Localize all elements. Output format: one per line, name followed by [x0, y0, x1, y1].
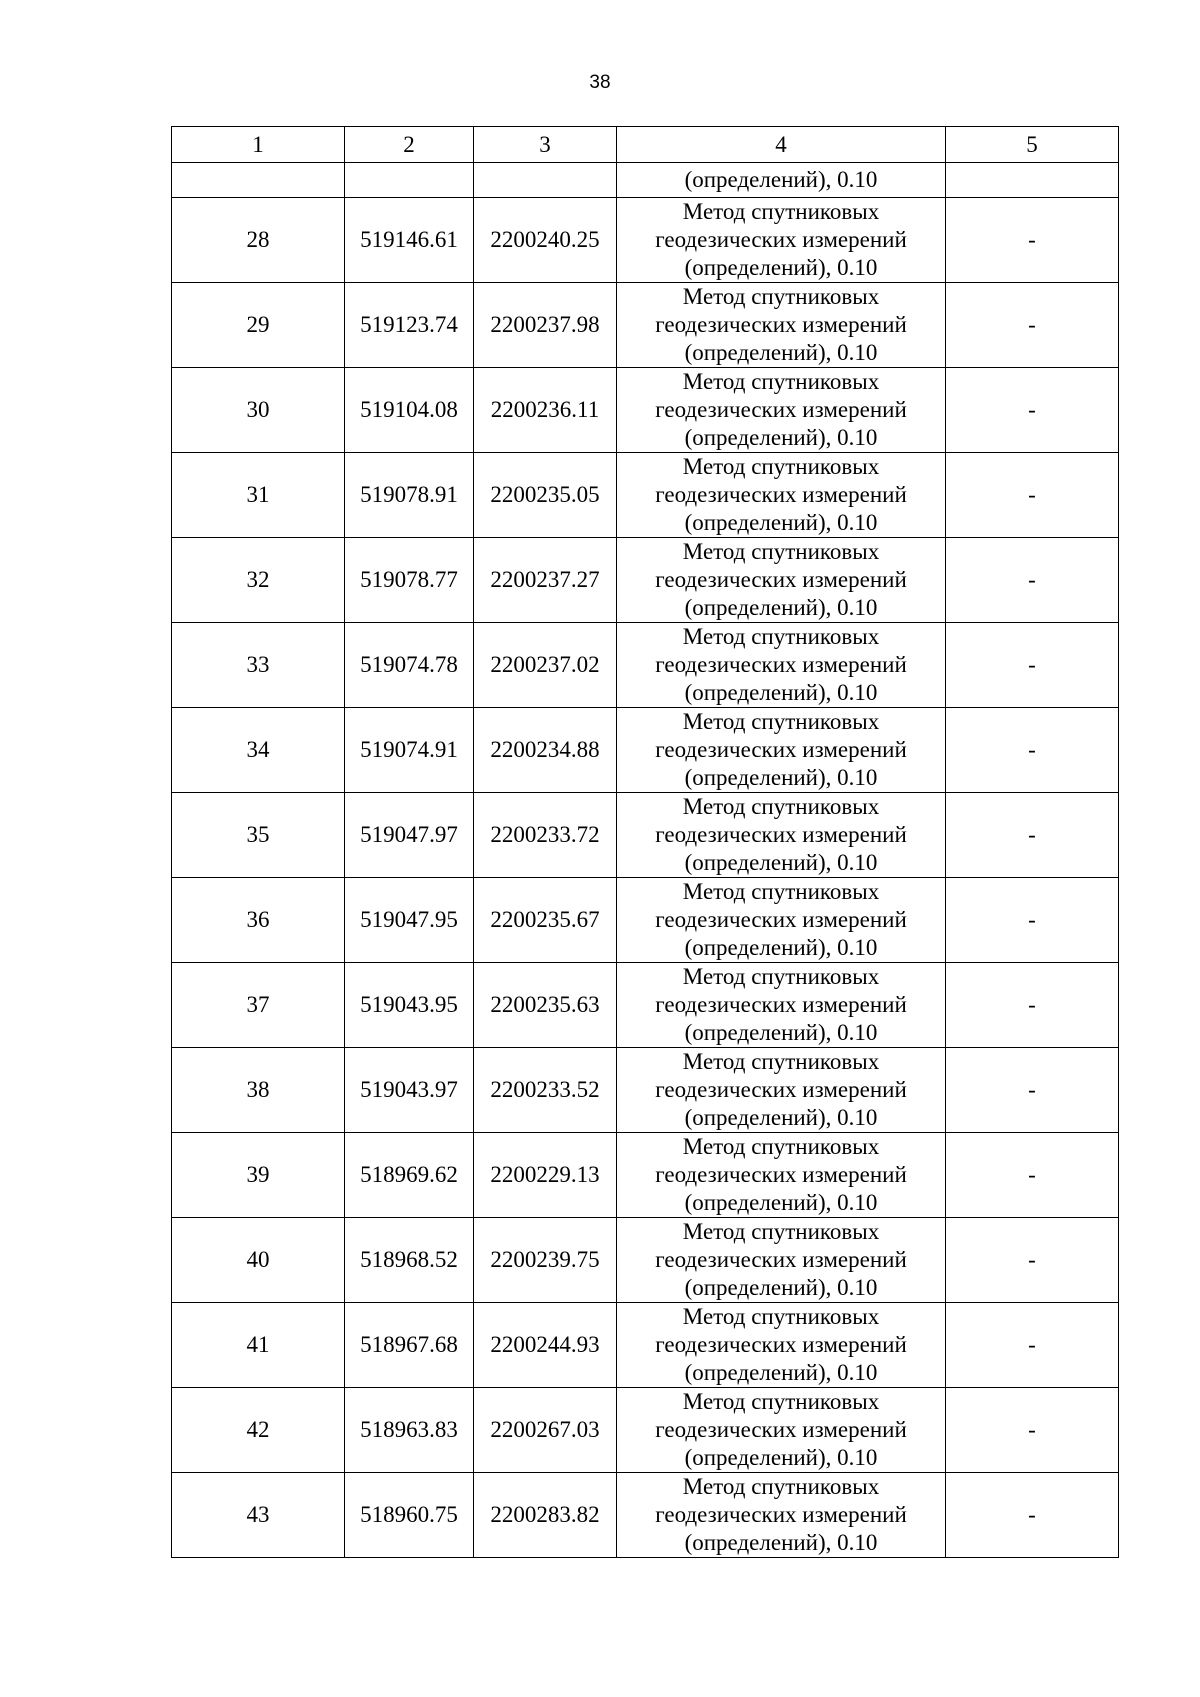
method-line: геодезических измерений	[655, 1162, 907, 1187]
method-line: геодезических измерений	[655, 1332, 907, 1357]
cell-point-number: 33	[172, 623, 345, 708]
coordinates-table	[171, 126, 1119, 1558]
cell-x: 518968.52	[345, 1218, 474, 1303]
method-line: (определений), 0.10	[684, 1530, 878, 1555]
table-row	[172, 623, 1119, 708]
cell-note: -	[946, 708, 1119, 793]
method-line: (определений), 0.10	[684, 850, 878, 875]
method-line: геодезических измерений	[655, 652, 907, 677]
cell-note: -	[946, 453, 1119, 538]
method-line: (определений), 0.10	[684, 510, 878, 535]
table-row	[172, 368, 1119, 453]
table-row	[172, 538, 1119, 623]
cell-x: 519043.95	[345, 963, 474, 1048]
method-line: (определений), 0.10	[684, 1360, 878, 1385]
cell-method	[617, 453, 946, 538]
method-line: геодезических измерений	[655, 312, 907, 337]
table-row	[172, 963, 1119, 1048]
cell-y: 2200234.88	[474, 708, 617, 793]
cell-y: 2200244.93	[474, 1303, 617, 1388]
cell-note: -	[946, 1133, 1119, 1218]
method-line: Метод спутниковых	[682, 1219, 880, 1244]
table-row	[172, 878, 1119, 963]
cell-y: 2200235.63	[474, 963, 617, 1048]
method-line: Метод спутниковых	[682, 709, 880, 734]
cell-point-number: 43	[172, 1473, 345, 1558]
method-line: геодезических измерений	[655, 1417, 907, 1442]
cell-point-number: 41	[172, 1303, 345, 1388]
cell-y: 2200235.05	[474, 453, 617, 538]
cell-y: 2200237.98	[474, 283, 617, 368]
cell-point-number: 38	[172, 1048, 345, 1133]
method-line: (определений), 0.10	[684, 680, 878, 705]
method-line: (определений), 0.10	[684, 340, 878, 365]
method-line: Метод спутниковых	[682, 1304, 880, 1329]
cell-method	[617, 878, 946, 963]
method-line: Метод спутниковых	[682, 1389, 880, 1414]
cell-point-number: 42	[172, 1388, 345, 1473]
column-header-3: 3	[474, 127, 617, 163]
cell-point-number: 37	[172, 963, 345, 1048]
cell-point-number: 40	[172, 1218, 345, 1303]
cell-x: 519043.97	[345, 1048, 474, 1133]
cell-point-number: 28	[172, 198, 345, 283]
cell-note	[946, 163, 1119, 198]
method-line: геодезических измерений	[655, 992, 907, 1017]
cell-point-number: 35	[172, 793, 345, 878]
cell-y: 2200236.11	[474, 368, 617, 453]
column-header-1: 1	[172, 127, 345, 163]
cell-method	[617, 1218, 946, 1303]
method-line: геодезических измерений	[655, 227, 907, 252]
method-line: Метод спутниковых	[682, 199, 880, 224]
method-line: геодезических измерений	[655, 907, 907, 932]
method-line: (определений), 0.10	[684, 765, 878, 790]
method-line: геодезических измерений	[655, 482, 907, 507]
cell-point-number: 29	[172, 283, 345, 368]
cell-method	[617, 1473, 946, 1558]
method-line: Метод спутниковых	[682, 964, 880, 989]
cell-y: 2200240.25	[474, 198, 617, 283]
cell-y	[474, 163, 617, 198]
method-line: Метод спутниковых	[682, 369, 880, 394]
method-line: Метод спутниковых	[682, 1474, 880, 1499]
method-line: геодезических измерений	[655, 737, 907, 762]
cell-note: -	[946, 368, 1119, 453]
cell-x: 519078.77	[345, 538, 474, 623]
cell-point-number	[172, 163, 345, 198]
method-line: (определений), 0.10	[684, 255, 878, 280]
method-line: (определений), 0.10	[684, 1020, 878, 1045]
cell-method	[617, 708, 946, 793]
cell-point-number: 36	[172, 878, 345, 963]
cell-point-number: 32	[172, 538, 345, 623]
cell-x: 519047.97	[345, 793, 474, 878]
table-row	[172, 793, 1119, 878]
cell-y: 2200283.82	[474, 1473, 617, 1558]
table-row	[172, 1133, 1119, 1218]
method-line: (определений), 0.10	[684, 1105, 878, 1130]
method-line: (определений), 0.10	[684, 935, 878, 960]
cell-note: -	[946, 538, 1119, 623]
cell-note: -	[946, 1048, 1119, 1133]
cell-y: 2200233.72	[474, 793, 617, 878]
table-row	[172, 1218, 1119, 1303]
method-line: геодезических измерений	[655, 567, 907, 592]
cell-x: 518967.68	[345, 1303, 474, 1388]
cell-note: -	[946, 623, 1119, 708]
cell-note: -	[946, 963, 1119, 1048]
method-line: Метод спутниковых	[682, 879, 880, 904]
column-header-5: 5	[946, 127, 1119, 163]
method-line: Метод спутниковых	[682, 454, 880, 479]
cell-method	[617, 793, 946, 878]
method-line: геодезических измерений	[655, 397, 907, 422]
cell-x	[345, 163, 474, 198]
method-line: геодезических измерений	[655, 1247, 907, 1272]
method-line: (определений), 0.10	[684, 1190, 878, 1215]
cell-note: -	[946, 1218, 1119, 1303]
cell-x: 518963.83	[345, 1388, 474, 1473]
cell-method	[617, 538, 946, 623]
cell-x: 519146.61	[345, 198, 474, 283]
cell-note: -	[946, 283, 1119, 368]
cell-note: -	[946, 198, 1119, 283]
method-line: геодезических измерений	[655, 822, 907, 847]
cell-y: 2200229.13	[474, 1133, 617, 1218]
cell-y: 2200235.67	[474, 878, 617, 963]
cell-method	[617, 1388, 946, 1473]
cell-method	[617, 368, 946, 453]
cell-method	[617, 1303, 946, 1388]
cell-method: (определений), 0.10	[617, 163, 946, 198]
cell-note: -	[946, 1473, 1119, 1558]
cell-method	[617, 1133, 946, 1218]
table-row	[172, 1388, 1119, 1473]
cell-point-number: 31	[172, 453, 345, 538]
method-line: Метод спутниковых	[682, 539, 880, 564]
cell-y: 2200267.03	[474, 1388, 617, 1473]
header-row	[172, 127, 1119, 163]
cell-x: 519078.91	[345, 453, 474, 538]
method-line: Метод спутниковых	[682, 624, 880, 649]
cell-note: -	[946, 1388, 1119, 1473]
column-header-2: 2	[345, 127, 474, 163]
cell-y: 2200237.27	[474, 538, 617, 623]
table-row	[172, 708, 1119, 793]
table-row	[172, 283, 1119, 368]
cell-point-number: 39	[172, 1133, 345, 1218]
cell-y: 2200239.75	[474, 1218, 617, 1303]
cell-x: 519074.78	[345, 623, 474, 708]
cell-point-number: 30	[172, 368, 345, 453]
table-row	[172, 1473, 1119, 1558]
page-number: 38	[589, 72, 611, 93]
continuation-row	[172, 163, 1119, 198]
method-line: геодезических измерений	[655, 1077, 907, 1102]
cell-note: -	[946, 878, 1119, 963]
method-line: (определений), 0.10	[684, 1445, 878, 1470]
cell-method	[617, 963, 946, 1048]
cell-method	[617, 283, 946, 368]
cell-y: 2200237.02	[474, 623, 617, 708]
cell-x: 519104.08	[345, 368, 474, 453]
column-header-4: 4	[617, 127, 946, 163]
method-line: Метод спутниковых	[682, 794, 880, 819]
cell-y: 2200233.52	[474, 1048, 617, 1133]
method-line: (определений), 0.10	[684, 425, 878, 450]
table-row	[172, 1303, 1119, 1388]
method-line: (определений), 0.10	[684, 1275, 878, 1300]
cell-note: -	[946, 793, 1119, 878]
cell-x: 518960.75	[345, 1473, 474, 1558]
cell-x: 519047.95	[345, 878, 474, 963]
cell-x: 519074.91	[345, 708, 474, 793]
method-line: Метод спутниковых	[682, 284, 880, 309]
table-row	[172, 453, 1119, 538]
cell-method	[617, 623, 946, 708]
cell-point-number: 34	[172, 708, 345, 793]
table-row	[172, 198, 1119, 283]
method-line: Метод спутниковых	[682, 1049, 880, 1074]
table-row	[172, 1048, 1119, 1133]
method-line: геодезических измерений	[655, 1502, 907, 1527]
method-line: Метод спутниковых	[682, 1134, 880, 1159]
cell-method	[617, 1048, 946, 1133]
cell-method	[617, 198, 946, 283]
method-line: (определений), 0.10	[684, 595, 878, 620]
cell-note: -	[946, 1303, 1119, 1388]
cell-x: 519123.74	[345, 283, 474, 368]
cell-x: 518969.62	[345, 1133, 474, 1218]
